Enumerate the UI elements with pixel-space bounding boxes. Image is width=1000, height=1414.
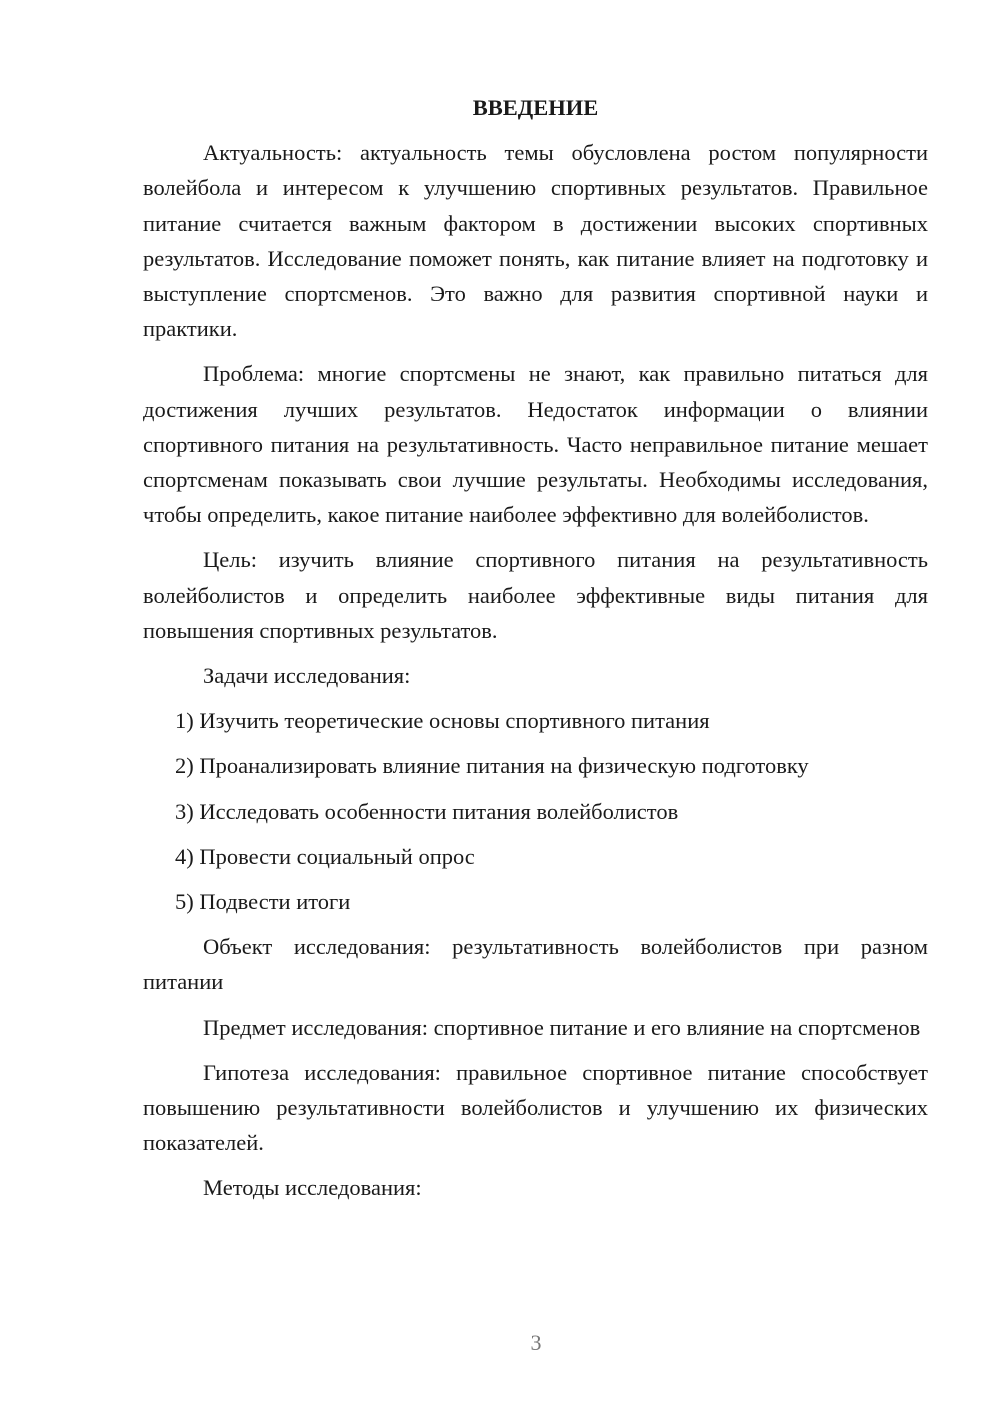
task-item: 4) Провести социальный опрос <box>175 843 475 869</box>
document-page <box>143 90 928 1216</box>
problem-paragraph: Проблема: многие спортсмены не знают, как правильно питаться для достижения лучших результатов. Недостаток информации о влиянии спортивного питания на результативность. Часто неправильное питание мешает спортсменам показывать свои лучшие результаты. Необходимы исследования, чтобы определить, какое питание наиболее эффективно для волейболистов. <box>143 361 928 528</box>
methods-heading: Методы исследования: <box>203 1175 422 1201</box>
goal-paragraph: Цель: изучить влияние спортивного питания на результативность волейболистов и определить наиболее эффективные виды питания для повышения спортивных результатов. <box>143 547 928 643</box>
task-item: 2) Проанализировать влияние питания на физическую подготовку <box>175 753 809 779</box>
object-paragraph: Объект исследования: результативность волейболистов при разном питании <box>143 934 928 995</box>
hypothesis-paragraph: Гипотеза исследования: правильное спортивное питание способствует повышению результативности волейболистов и улучшению их физических показателей. <box>143 1059 928 1156</box>
tasks-heading: Задачи исследования: <box>203 663 411 689</box>
subject-paragraph: Предмет исследования: спортивное питание и его влияние на спортсменов <box>203 1014 921 1040</box>
page-number: 3 <box>530 1330 542 1355</box>
task-item: 3) Исследовать особенности питания волейболистов <box>175 798 679 824</box>
tasks-list <box>143 703 928 919</box>
page-title: ВВЕДЕНИЕ <box>472 95 599 120</box>
relevance-paragraph: Актуальность: актуальность темы обусловлена ростом популярности волейбола и интересом к улучшению спортивных результатов. Правильное питание считается важным фактором в достижении высоких спортивных результатов. Исследование поможет понять, как питание влияет на подготовку и выступление спортсменов. Это важно для развития спортивной науки и практики. <box>143 140 928 342</box>
task-item: 1) Изучить теоретические основы спортивного питания <box>175 708 710 734</box>
task-item: 5) Подвести итоги <box>175 889 351 915</box>
